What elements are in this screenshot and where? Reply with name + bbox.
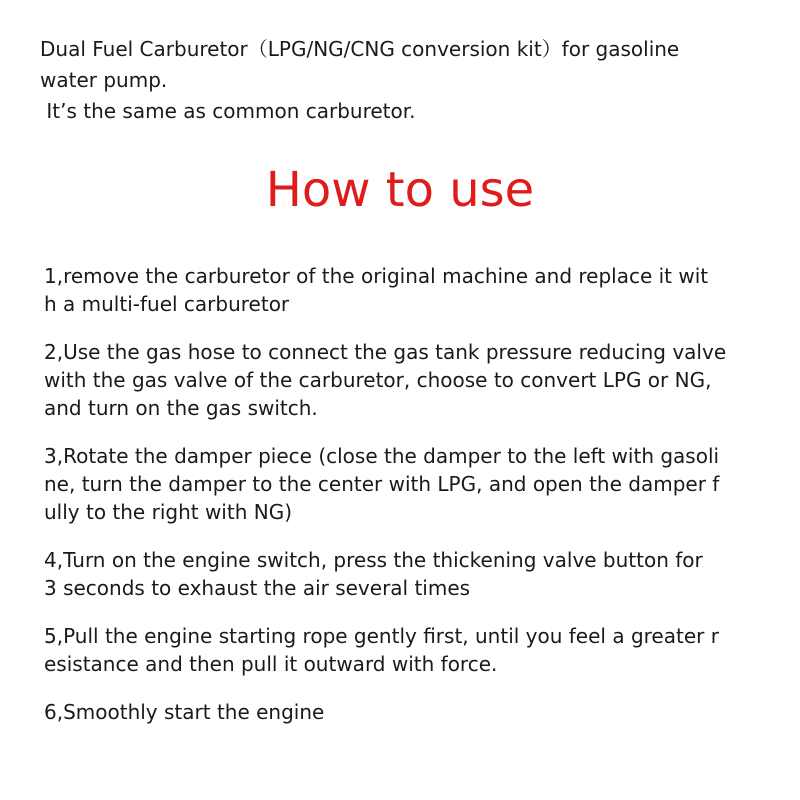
step-line: 2,Use the gas hose to connect the gas tank pressure reducing valve [44,340,727,364]
intro-text [40,34,780,127]
step-line: 3,Rotate the damper piece (close the damper to the left with gasoli [44,444,720,468]
intro-line: It’s the same as common carburetor. [40,99,416,123]
step-line: 5,Pull the engine starting rope gently first, until you feel a greater r [44,624,719,648]
instruction-steps [44,262,764,746]
step-1 [44,262,764,318]
step-line: esistance and then pull it outward with force. [44,652,498,676]
step-3 [44,442,764,526]
step-line: h a multi-fuel carburetor [44,292,290,316]
step-line: 4,Turn on the engine switch, press the thickening valve button for [44,548,703,572]
step-6 [44,698,764,726]
step-line: with the gas valve of the carburetor, choose to convert LPG or NG, [44,368,712,392]
step-2 [44,338,764,422]
step-line: 1,remove the carburetor of the original machine and replace it wit [44,264,709,288]
intro-line: water pump. [40,68,168,92]
step-5 [44,622,764,678]
intro-line: Dual Fuel Carburetor（LPG/NG/CNG conversion kit）for gasoline [40,37,680,61]
step-line: ully to the right with NG) [44,500,292,524]
step-4 [44,546,764,602]
step-line: 3 seconds to exhaust the air several times [44,576,471,600]
page-title: How to use [265,162,535,218]
step-line: 6,Smoothly start the engine [44,700,325,724]
step-line: and turn on the gas switch. [44,396,318,420]
step-line: ne, turn the damper to the center with LPG, and open the damper f [44,472,720,496]
